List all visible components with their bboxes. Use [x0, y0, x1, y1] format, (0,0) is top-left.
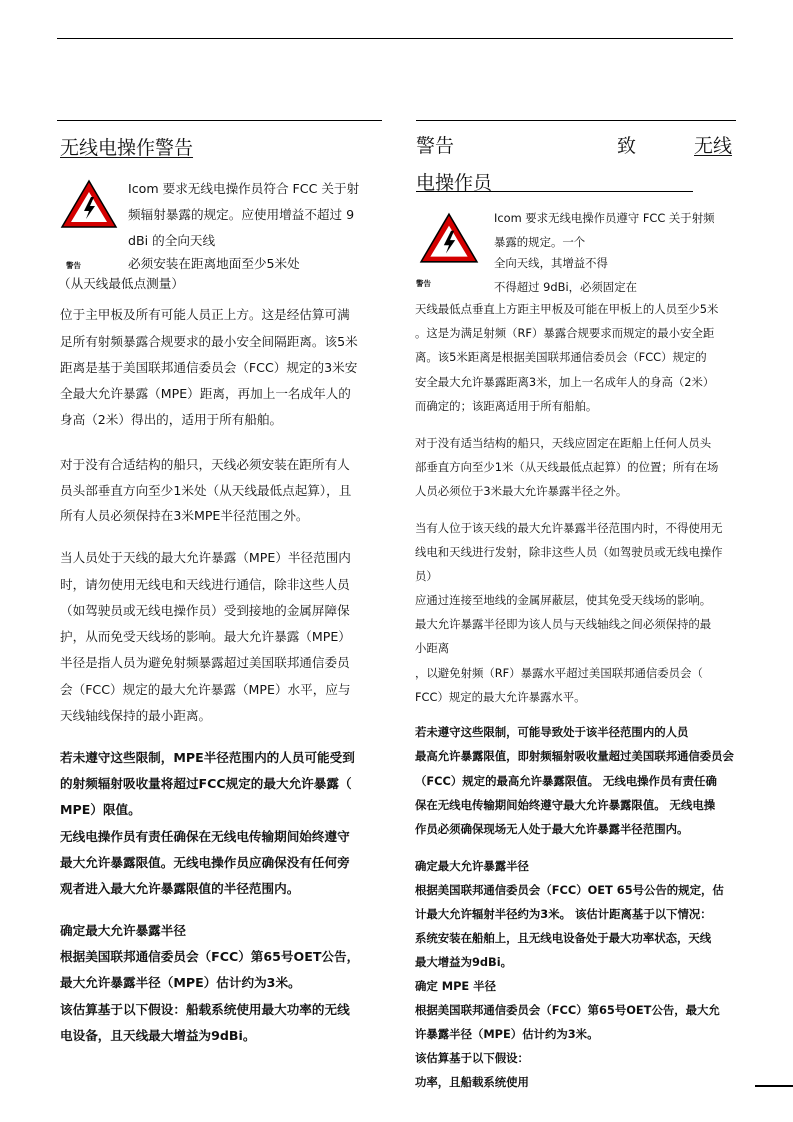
text-line: 。这是为满足射频（RF）暴露合规要求而规定的最小安全距 — [415, 326, 715, 340]
text-line: 天线轴线保持的最小距离。 — [60, 708, 212, 723]
text-line: 线电和天线进行发射，除非这些人员（如驾驶员或无线电操作 — [415, 545, 723, 559]
left-column-rule — [57, 120, 382, 121]
text-line: 观者进入最大允许暴露限值的半径范围内。 — [60, 881, 300, 896]
text-line: （FCC）规定的最高允许暴露限值。 无线电操作员有责任确 — [415, 774, 717, 788]
text-line: 人员必须位于3米最大允许暴露半径之外。 — [415, 484, 628, 498]
text-line: 应通过连接至地线的金属屏蔽层，使其免受天线场的影响。 — [415, 593, 712, 607]
text-line: 最大增益为9dBi。 — [415, 955, 513, 969]
text-line: 护，从而免受天线场的影响。最大允许暴露（MPE） — [60, 629, 351, 644]
text-line: 当有人位于该天线的最大允许暴露半径范围内时，不得使用无 — [415, 521, 723, 535]
text-line: 半径是指人员为避免射频暴露超过美国联邦通信委员 — [60, 655, 350, 670]
text-line: 的射频辐射吸收量将超过FCC规定的最大允许暴露（ — [60, 776, 352, 791]
text-line: 若未遵守这些限制，MPE半径范围内的人员可能受到 — [60, 750, 355, 765]
right-title-word-2: 致 — [617, 135, 637, 157]
text-line: 必须安装在距离地面至少5米处 — [128, 256, 300, 271]
text-line: 计最大允许辐射半径约为3米。 该估计距离基于以下情况： — [415, 907, 712, 921]
bottom-right-rule — [755, 1085, 793, 1087]
text-line: ，以避免射频（RF）暴露水平超过美国联邦通信委员会（ — [415, 666, 703, 680]
right-column-rule — [416, 120, 736, 121]
text-line: 小距离 — [415, 641, 450, 655]
text-line: 根据美国联邦通信委员会（FCC）第65号OET公告， — [60, 949, 360, 964]
text-line: 该估算基于以下假设：船载系统使用最大功率的无线 — [60, 1002, 350, 1017]
text-line: 而确定的；该距离适用于所有船舶。 — [415, 399, 598, 413]
text-line: 对于没有合适结构的船只，天线必须安装在距所有人 — [60, 457, 350, 472]
text-line: 根据美国联邦通信委员会（FCC）OET 65号公告的规定，估 — [415, 883, 724, 897]
text-line: 位于主甲板及所有可能人员正上方。这是经估算可满 — [60, 307, 350, 322]
left-warning-label: 警告 — [66, 261, 81, 270]
text-line: 员头部垂直方向至少1米处（从天线最低点起算），且 — [60, 483, 352, 498]
text-line: （从天线最低点测量） — [58, 276, 184, 291]
text-line: 对于没有适当结构的船只，天线应固定在距船上任何人员头 — [415, 436, 712, 450]
text-line: 足所有射频暴露合规要求的最小安全间隔距离。该5米 — [60, 334, 358, 349]
text-line: 最高允许暴露限值，即射频辐射吸收量超过美国联邦通信委员会 — [415, 749, 734, 763]
text-line: 时，请勿使用无线电和天线进行通信，除非这些人员 — [60, 577, 350, 592]
right-title-word-1: 警告 — [416, 135, 455, 157]
text-line: dBi 的全向天线 — [128, 233, 216, 248]
text-line: 最大允许暴露半径（MPE）估计约为3米。 — [60, 975, 301, 990]
text-line: 电设备，且天线最大增益为9dBi。 — [60, 1028, 256, 1043]
text-line: 频辐射暴露的规定。应使用增益不超过 9 — [128, 207, 355, 222]
text-line: 离。该5米距离是根据美国联邦通信委员会（FCC）规定的 — [415, 350, 707, 364]
text-line: 所有人员必须保持在3米MPE半径范围之外。 — [60, 508, 309, 523]
text-line: 全向天线，其增益不得 — [494, 256, 608, 270]
text-line: 身高（2米）得出的，适用于所有船舶。 — [60, 412, 283, 427]
top-rule — [57, 38, 733, 39]
right-title-line-2: 电操作员 — [416, 172, 493, 194]
text-line: 全最大允许暴露（MPE）距离，再加上一名成年人的 — [60, 386, 351, 401]
text-line: 若未遵守这些限制，可能导致处于该半径范围内的人员 — [415, 725, 689, 739]
text-line: 该估算基于以下假设： — [415, 1051, 529, 1065]
warning-triangle-icon — [419, 211, 479, 265]
text-line: 系统安装在船舶上，且无线电设备处于最大功率状态，天线 — [415, 931, 712, 945]
text-line: MPE）限值。 — [60, 802, 141, 817]
right-title-word-3: 无线 — [694, 135, 733, 157]
text-line: 不得超过 9dBi，必须固定在 — [494, 280, 637, 294]
text-line: 员） — [415, 569, 438, 583]
text-line: 作员必须确保现场无人处于最大允许暴露半径范围内。 — [415, 822, 689, 836]
text-line: 当人员处于天线的最大允许暴露（MPE）半径范围内 — [60, 550, 351, 565]
warning-triangle-icon — [60, 178, 118, 230]
text-line: （如驾驶员或无线电操作员）受到接地的金属屏障保 — [60, 603, 350, 618]
text-line: 暴露的规定。一个 — [494, 235, 586, 249]
text-line: 确定 MPE 半径 — [415, 979, 496, 993]
text-line: 功率，且船载系统使用 — [415, 1075, 529, 1089]
text-line: 安全最大允许暴露距离3米，加上一名成年人的身高（2米） — [415, 375, 715, 389]
text-line: 距离是基于美国联邦通信委员会（FCC）规定的3米安 — [60, 360, 358, 375]
text-line: Icom 要求无线电操作员遵守 FCC 关于射频 — [494, 211, 715, 225]
text-line: Icom 要求无线电操作员符合 FCC 关于射 — [128, 181, 360, 196]
text-line: 部垂直方向至少1米（从天线最低点起算）的位置；所有在场 — [415, 460, 719, 474]
text-line: 保在无线电传输期间始终遵守最大允许暴露限值。 无线电操 — [415, 798, 716, 812]
text-line: 最大允许暴露半径即为该人员与天线轴线之间必须保持的最 — [415, 617, 712, 631]
right-warning-label: 警告 — [416, 279, 431, 288]
text-line: 根据美国联邦通信委员会（FCC）第65号OET公告，最大允 — [415, 1003, 720, 1017]
text-line: 天线最低点垂直上方距主甲板及可能在甲板上的人员至少5米 — [415, 302, 719, 316]
text-line: 最大允许暴露限值。无线电操作员应确保没有任何旁 — [60, 855, 350, 870]
left-title: 无线电操作警告 — [60, 137, 194, 159]
text-line: 确定最大允许暴露半径 — [60, 923, 186, 938]
text-line: 会（FCC）规定的最大允许暴露（MPE）水平，应与 — [60, 682, 351, 697]
text-line: 确定最大允许暴露半径 — [415, 859, 529, 873]
text-line: 许暴露半径（MPE）估计约为3米。 — [415, 1027, 599, 1041]
text-line: 无线电操作员有责任确保在无线电传输期间始终遵守 — [60, 829, 350, 844]
text-line: FCC）规定的最大允许暴露水平。 — [415, 690, 586, 704]
